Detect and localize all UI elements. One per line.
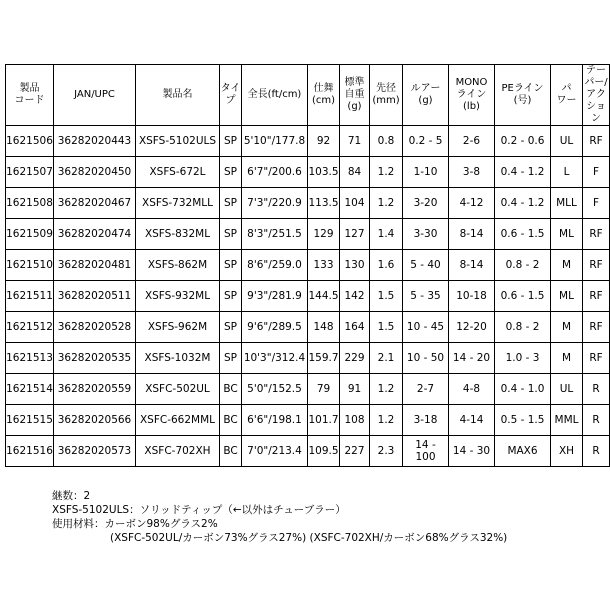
cell-weight: 142 (340, 281, 370, 312)
cell-closed-length: 103.5 (308, 157, 340, 188)
cell-pe-line: 1.0 - 3 (495, 343, 551, 374)
cell-jan-upc: 36282020467 (54, 188, 136, 219)
cell-power: MML (551, 405, 583, 436)
cell-product-code: 1621511 (6, 281, 54, 312)
cell-weight: 104 (340, 188, 370, 219)
cell-tip-diameter: 1.5 (370, 281, 403, 312)
cell-length: 5'10"/177.8 (242, 126, 308, 157)
cell-pe-line: 0.8 - 2 (495, 250, 551, 281)
cell-lure-weight: 1-10 (403, 157, 449, 188)
cell-lure-weight: 3-18 (403, 405, 449, 436)
note-solid-tip: XSFS-5102ULS：ソリッドティップ（←以外はチューブラー） (52, 504, 346, 516)
cell-length: 6'6"/198.1 (242, 405, 308, 436)
cell-type: SP (220, 343, 242, 374)
cell-length: 7'0"/213.4 (242, 436, 308, 467)
cell-lure-weight: 0.2 - 5 (403, 126, 449, 157)
cell-tip-diameter: 1.2 (370, 374, 403, 405)
cell-product-code: 1621512 (6, 312, 54, 343)
header-power: パ ワー (551, 65, 583, 126)
cell-product-name: XSFS-672L (136, 157, 220, 188)
cell-power: ML (551, 219, 583, 250)
cell-mono-line: 12-20 (449, 312, 495, 343)
cell-mono-line: 3-8 (449, 157, 495, 188)
cell-type: SP (220, 281, 242, 312)
cell-jan-upc: 36282020450 (54, 157, 136, 188)
table-row (6, 312, 610, 343)
header-mono-line: MONO ライン (lb) (449, 65, 495, 126)
cell-weight: 127 (340, 219, 370, 250)
header-product-name: 製品名 (136, 65, 220, 126)
cell-jan-upc: 36282020481 (54, 250, 136, 281)
cell-product-code: 1621513 (6, 343, 54, 374)
table-row (6, 436, 610, 467)
cell-weight: 84 (340, 157, 370, 188)
cell-product-code: 1621509 (6, 219, 54, 250)
cell-weight: 227 (340, 436, 370, 467)
cell-mono-line: 4-12 (449, 188, 495, 219)
cell-length: 10'3"/312.4 (242, 343, 308, 374)
cell-lure-weight: 10 - 45 (403, 312, 449, 343)
cell-length: 8'6"/259.0 (242, 250, 308, 281)
cell-type: BC (220, 405, 242, 436)
table-row (6, 126, 610, 157)
spec-table (5, 64, 610, 467)
note-materials: 使用材料：カーボン98%グラス2% (52, 518, 218, 530)
cell-tip-diameter: 1.6 (370, 250, 403, 281)
cell-pe-line: 0.5 - 1.5 (495, 405, 551, 436)
cell-weight: 91 (340, 374, 370, 405)
cell-type: BC (220, 436, 242, 467)
cell-type: SP (220, 219, 242, 250)
cell-type: SP (220, 157, 242, 188)
cell-mono-line: 8-14 (449, 250, 495, 281)
cell-product-name: XSFS-862M (136, 250, 220, 281)
cell-tip-diameter: 1.5 (370, 312, 403, 343)
cell-taper-action: R (583, 405, 610, 436)
cell-product-name: XSFS-932ML (136, 281, 220, 312)
cell-taper-action: RF (583, 281, 610, 312)
cell-product-code: 1621508 (6, 188, 54, 219)
cell-pe-line: 0.4 - 1.2 (495, 157, 551, 188)
cell-length: 9'3"/281.9 (242, 281, 308, 312)
cell-type: SP (220, 126, 242, 157)
cell-closed-length: 113.5 (308, 188, 340, 219)
cell-power: M (551, 343, 583, 374)
table-body (6, 126, 610, 467)
header-weight: 標準 自重 (g) (340, 65, 370, 126)
cell-mono-line: 14 - 30 (449, 436, 495, 467)
cell-type: SP (220, 250, 242, 281)
table-row (6, 188, 610, 219)
cell-lure-weight: 2-7 (403, 374, 449, 405)
cell-power: L (551, 157, 583, 188)
table-header-row (6, 65, 610, 126)
cell-product-code: 1621506 (6, 126, 54, 157)
cell-lure-weight: 5 - 40 (403, 250, 449, 281)
cell-tip-diameter: 2.3 (370, 436, 403, 467)
header-length: 全長(ft/cm) (242, 65, 308, 126)
cell-tip-diameter: 1.2 (370, 157, 403, 188)
cell-taper-action: RF (583, 219, 610, 250)
cell-product-name: XSFS-5102ULS (136, 126, 220, 157)
cell-closed-length: 133 (308, 250, 340, 281)
cell-pe-line: 0.8 - 2 (495, 312, 551, 343)
cell-jan-upc: 36282020528 (54, 312, 136, 343)
notes (52, 489, 507, 545)
cell-product-name: XSFS-1032M (136, 343, 220, 374)
cell-pe-line: MAX6 (495, 436, 551, 467)
cell-product-code: 1621510 (6, 250, 54, 281)
table-row (6, 219, 610, 250)
cell-power: M (551, 250, 583, 281)
cell-length: 6'7"/200.6 (242, 157, 308, 188)
cell-taper-action: R (583, 436, 610, 467)
cell-length: 9'6"/289.5 (242, 312, 308, 343)
cell-length: 8'3"/251.5 (242, 219, 308, 250)
cell-mono-line: 4-8 (449, 374, 495, 405)
cell-lure-weight: 5 - 35 (403, 281, 449, 312)
cell-taper-action: RF (583, 126, 610, 157)
cell-mono-line: 4-14 (449, 405, 495, 436)
cell-taper-action: RF (583, 343, 610, 374)
cell-taper-action: F (583, 157, 610, 188)
cell-product-code: 1621515 (6, 405, 54, 436)
cell-power: UL (551, 374, 583, 405)
header-closed-length: 仕舞 (cm) (308, 65, 340, 126)
cell-product-name: XSFS-732MLL (136, 188, 220, 219)
header-jan-upc: JAN/UPC (54, 65, 136, 126)
cell-product-code: 1621516 (6, 436, 54, 467)
cell-type: BC (220, 374, 242, 405)
header-tip-diameter: 先径 (mm) (370, 65, 403, 126)
table-row (6, 250, 610, 281)
cell-weight: 130 (340, 250, 370, 281)
table-row (6, 343, 610, 374)
cell-weight: 108 (340, 405, 370, 436)
header-product-code: 製品 コード (6, 65, 54, 126)
table-row (6, 281, 610, 312)
cell-closed-length: 79 (308, 374, 340, 405)
header-lure-weight: ルアー (g) (403, 65, 449, 126)
cell-lure-weight: 3-30 (403, 219, 449, 250)
cell-product-name: XSFC-502UL (136, 374, 220, 405)
table-row (6, 157, 610, 188)
cell-closed-length: 144.5 (308, 281, 340, 312)
cell-product-name: XSFS-832ML (136, 219, 220, 250)
cell-lure-weight: 10 - 50 (403, 343, 449, 374)
cell-mono-line: 2-6 (449, 126, 495, 157)
cell-taper-action: RF (583, 250, 610, 281)
cell-mono-line: 8-14 (449, 219, 495, 250)
cell-lure-weight: 3-20 (403, 188, 449, 219)
cell-product-name: XSFC-662MML (136, 405, 220, 436)
cell-jan-upc: 36282020535 (54, 343, 136, 374)
cell-closed-length: 129 (308, 219, 340, 250)
cell-pe-line: 0.4 - 1.0 (495, 374, 551, 405)
cell-weight: 164 (340, 312, 370, 343)
cell-mono-line: 10-18 (449, 281, 495, 312)
cell-power: ML (551, 281, 583, 312)
cell-tip-diameter: 1.4 (370, 219, 403, 250)
cell-jan-upc: 36282020573 (54, 436, 136, 467)
header-type: タイ プ (220, 65, 242, 126)
table-row (6, 405, 610, 436)
cell-length: 5'0"/152.5 (242, 374, 308, 405)
cell-type: SP (220, 188, 242, 219)
cell-power: XH (551, 436, 583, 467)
cell-power: MLL (551, 188, 583, 219)
cell-closed-length: 92 (308, 126, 340, 157)
cell-closed-length: 101.7 (308, 405, 340, 436)
cell-product-code: 1621514 (6, 374, 54, 405)
cell-power: M (551, 312, 583, 343)
cell-closed-length: 109.5 (308, 436, 340, 467)
cell-tip-diameter: 1.2 (370, 188, 403, 219)
cell-pe-line: 0.2 - 0.6 (495, 126, 551, 157)
header-taper-action: テー パー/ アク ション (584, 65, 608, 124)
cell-lure-weight: 14 - 100 (403, 436, 449, 467)
cell-jan-upc: 36282020511 (54, 281, 136, 312)
cell-product-code: 1621507 (6, 157, 54, 188)
cell-length: 7'3"/220.9 (242, 188, 308, 219)
cell-taper-action: RF (583, 312, 610, 343)
note-materials-detail: (XSFC-502UL/カーボン73%グラス27%) (XSFC-702XH/カーボン68%グラス32%) (110, 532, 508, 544)
cell-tip-diameter: 0.8 (370, 126, 403, 157)
note-pieces: 継数：2 (52, 490, 91, 502)
cell-weight: 229 (340, 343, 370, 374)
cell-taper-action: R (583, 374, 610, 405)
table-row (6, 374, 610, 405)
cell-pe-line: 0.6 - 1.5 (495, 219, 551, 250)
cell-jan-upc: 36282020443 (54, 126, 136, 157)
cell-taper-action: F (583, 188, 610, 219)
cell-jan-upc: 36282020474 (54, 219, 136, 250)
cell-jan-upc: 36282020559 (54, 374, 136, 405)
header-pe-line: PEライン (号) (495, 65, 551, 126)
cell-tip-diameter: 2.1 (370, 343, 403, 374)
cell-jan-upc: 36282020566 (54, 405, 136, 436)
cell-power: UL (551, 126, 583, 157)
cell-pe-line: 0.4 - 1.2 (495, 188, 551, 219)
cell-type: SP (220, 312, 242, 343)
cell-tip-diameter: 1.2 (370, 405, 403, 436)
cell-mono-line: 14 - 20 (449, 343, 495, 374)
cell-product-name: XSFS-962M (136, 312, 220, 343)
cell-closed-length: 148 (308, 312, 340, 343)
cell-closed-length: 159.7 (308, 343, 340, 374)
cell-product-name: XSFC-702XH (136, 436, 220, 467)
cell-weight: 71 (340, 126, 370, 157)
cell-pe-line: 0.6 - 1.5 (495, 281, 551, 312)
